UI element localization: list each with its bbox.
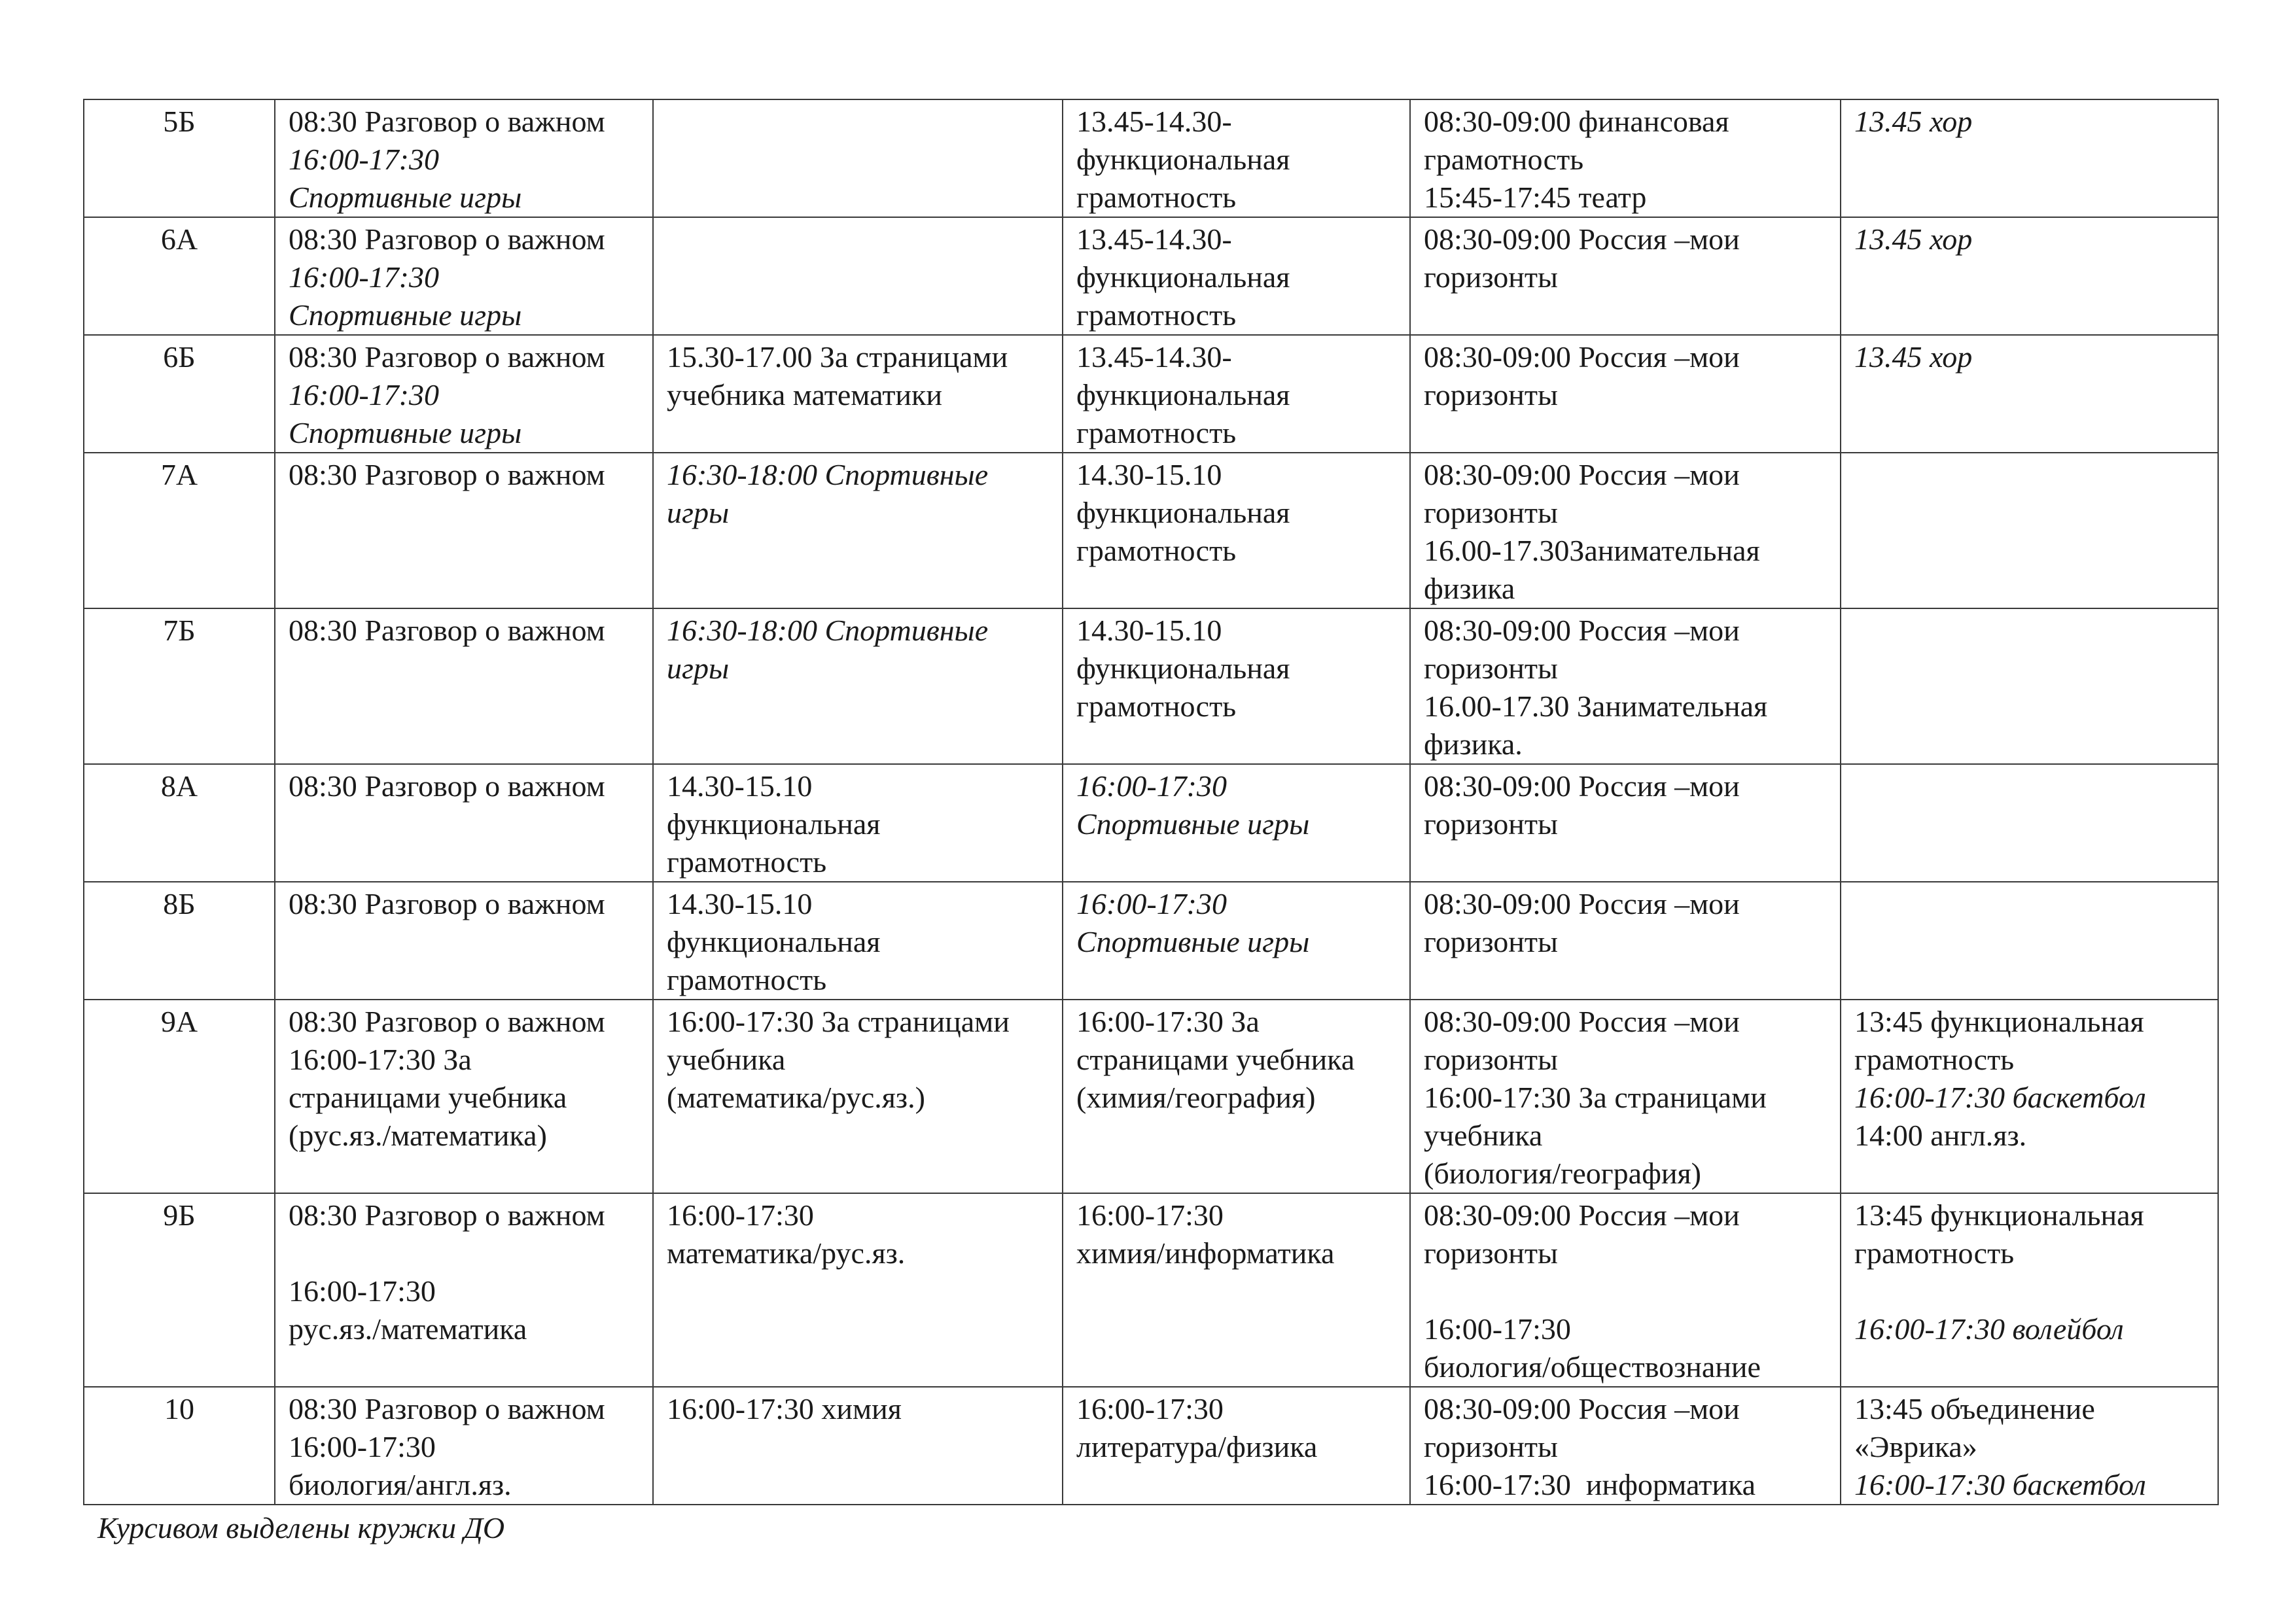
class-name-cell: 8А	[84, 764, 275, 882]
cell-line: горизонты	[1424, 260, 1558, 294]
cell-line: учебника	[667, 1043, 786, 1076]
table-row	[84, 217, 2218, 335]
cell-line: 08:30-09:00 Россия –мои	[1424, 1392, 1740, 1425]
cell-line: 16:00-17:30	[289, 143, 439, 176]
cell-line: грамотность	[1076, 181, 1237, 214]
class-name-cell: 6А	[84, 217, 275, 335]
cell-line: математика/рус.яз.	[667, 1236, 906, 1270]
cell-line: биология/англ.яз.	[289, 1468, 512, 1501]
class-name-cell: 7Б	[84, 608, 275, 764]
cell-line: функциональная	[1076, 260, 1290, 294]
schedule-cell	[1410, 1193, 1841, 1387]
cell-line: игры	[667, 652, 730, 685]
schedule-cell	[1410, 453, 1841, 608]
cell-line: горизонты	[1424, 1430, 1558, 1463]
cell-line: функциональная	[1076, 143, 1290, 176]
cell-line: 08:30-09:00 Россия –мои	[1424, 614, 1740, 647]
schedule-cell	[653, 99, 1063, 217]
schedule-cell	[1841, 217, 2218, 335]
schedule-cell	[275, 217, 653, 335]
schedule-cell	[653, 217, 1063, 335]
cell-line: 08:30-09:00 Россия –мои	[1424, 458, 1740, 491]
cell-line	[1854, 1272, 2204, 1310]
cell-line: 16:00-17:30	[1076, 1198, 1224, 1232]
cell-line: грамотность	[1076, 689, 1237, 723]
cell-line: 16:00-17:30	[1076, 1392, 1224, 1425]
cell-line: функциональная	[1076, 496, 1290, 529]
schedule-cell	[1063, 99, 1410, 217]
cell-line: страницами учебника	[289, 1081, 567, 1114]
cell-line: грамотность	[1076, 416, 1237, 449]
table-row	[84, 1193, 2218, 1387]
cell-line: химия/информатика	[1076, 1236, 1335, 1270]
cell-line: горизонты	[1424, 925, 1558, 958]
schedule-cell	[1841, 1387, 2218, 1505]
cell-line: 13.45 хор	[1854, 222, 1973, 256]
cell-line: функциональная	[1076, 378, 1290, 411]
cell-line: 15:45-17:45 театр	[1424, 181, 1647, 214]
class-name-cell: 5Б	[84, 99, 275, 217]
cell-line: горизонты	[1424, 807, 1558, 841]
cell-line: 13:45 функциональная	[1854, 1005, 2144, 1038]
cell-line: 08:30 Разговор о важном	[289, 1198, 605, 1232]
cell-line: учебника	[1424, 1119, 1543, 1152]
schedule-cell	[1410, 217, 1841, 335]
table-row	[84, 882, 2218, 1000]
cell-line: (химия/география)	[1076, 1081, 1316, 1114]
cell-line: 08:30-09:00 Россия –мои	[1424, 222, 1740, 256]
cell-line: 08:30-09:00 Россия –мои	[1424, 1198, 1740, 1232]
cell-line: Спортивные игры	[289, 181, 522, 214]
cell-line: 08:30 Разговор о важном	[289, 222, 605, 256]
cell-line: 13.45 хор	[1854, 340, 1973, 374]
schedule-cell	[1063, 764, 1410, 882]
class-name-cell: 9А	[84, 1000, 275, 1193]
cell-line: 16:00-17:30	[289, 378, 439, 411]
cell-line: грамотность	[667, 963, 827, 996]
cell-line: грамотность	[1076, 534, 1237, 567]
cell-line: литература/физика	[1076, 1430, 1318, 1463]
schedule-cell	[653, 882, 1063, 1000]
cell-line: 08:30 Разговор о важном	[289, 769, 605, 803]
cell-line: грамотность	[1424, 143, 1584, 176]
table-row	[84, 1387, 2218, 1505]
cell-line: 16:00-17:30 баскетбол	[1854, 1081, 2146, 1114]
cell-line: страницами учебника	[1076, 1043, 1355, 1076]
cell-line: 08:30-09:00 Россия –мои	[1424, 769, 1740, 803]
cell-line: функциональная	[667, 925, 881, 958]
cell-line: (математика/рус.яз.)	[667, 1081, 925, 1114]
schedule-cell	[1841, 608, 2218, 764]
cell-line	[1424, 1272, 1827, 1310]
cell-line: 14.30-15.10	[1076, 614, 1222, 647]
cell-line: 08:30-09:00 Россия –мои	[1424, 887, 1740, 920]
schedule-cell	[1063, 217, 1410, 335]
table-row	[84, 764, 2218, 882]
cell-line	[289, 1234, 639, 1272]
cell-line: 16:00-17:30	[1424, 1312, 1571, 1346]
schedule-cell	[653, 335, 1063, 453]
cell-line: 08:30 Разговор о важном	[289, 105, 605, 138]
schedule-cell	[1063, 882, 1410, 1000]
cell-line: горизонты	[1424, 378, 1558, 411]
cell-line: 16:00-17:30 За страницами	[667, 1005, 1010, 1038]
schedule-cell	[275, 764, 653, 882]
cell-line: 14.30-15.10	[667, 887, 813, 920]
schedule-cell	[275, 608, 653, 764]
cell-line: физика	[1424, 572, 1515, 605]
table-row	[84, 608, 2218, 764]
cell-line: 16:00-17:30	[667, 1198, 814, 1232]
cell-line: 16:00-17:30 За	[1076, 1005, 1260, 1038]
cell-line: (рус.яз./математика)	[289, 1119, 547, 1152]
cell-line: 16:00-17:30	[289, 260, 439, 294]
schedule-cell	[653, 1000, 1063, 1193]
cell-line: горизонты	[1424, 1043, 1558, 1076]
cell-line: 14:00 англ.яз.	[1854, 1119, 2027, 1152]
cell-line: 16:00-17:30	[1076, 887, 1227, 920]
schedule-cell	[275, 99, 653, 217]
cell-line: функциональная	[667, 807, 881, 841]
cell-line: 16:30-18:00 Спортивные	[667, 458, 989, 491]
cell-line: 16.00-17.30 Занимательная	[1424, 689, 1768, 723]
schedule-cell	[1063, 1387, 1410, 1505]
cell-line: рус.яз./математика	[289, 1312, 527, 1346]
cell-line: 08:30 Разговор о важном	[289, 1392, 605, 1425]
cell-line: горизонты	[1424, 1236, 1558, 1270]
cell-line: горизонты	[1424, 496, 1558, 529]
cell-line: 16:00-17:30	[289, 1274, 436, 1308]
cell-line: 08:30 Разговор о важном	[289, 1005, 605, 1038]
schedule-cell	[653, 764, 1063, 882]
cell-line: физика.	[1424, 727, 1523, 761]
schedule-cell	[1841, 335, 2218, 453]
cell-line: 08:30 Разговор о важном	[289, 887, 605, 920]
class-name-cell: 10	[84, 1387, 275, 1505]
cell-line: учебника математики	[667, 378, 943, 411]
cell-line: грамотность	[667, 845, 827, 879]
cell-line: 08:30 Разговор о важном	[289, 458, 605, 491]
cell-line: грамотность	[1076, 298, 1237, 332]
schedule-cell	[1063, 608, 1410, 764]
cell-line: 16:00-17:30	[1076, 769, 1227, 803]
schedule-cell	[1063, 335, 1410, 453]
cell-line: грамотность	[1854, 1043, 2015, 1076]
schedule-body	[84, 99, 2218, 1505]
cell-line: Спортивные игры	[1076, 807, 1310, 841]
cell-line: Спортивные игры	[1076, 925, 1310, 958]
cell-line: 16:00-17:30 волейбол	[1854, 1312, 2124, 1346]
class-name-cell: 8Б	[84, 882, 275, 1000]
schedule-cell	[1410, 1387, 1841, 1505]
table-row	[84, 335, 2218, 453]
class-name-cell: 9Б	[84, 1193, 275, 1387]
schedule-cell	[275, 882, 653, 1000]
schedule-cell	[1410, 1000, 1841, 1193]
document-page	[83, 99, 2217, 1547]
schedule-cell	[275, 1000, 653, 1193]
schedule-cell	[1063, 453, 1410, 608]
table-row	[84, 1000, 2218, 1193]
schedule-cell	[653, 1387, 1063, 1505]
footnote: Курсивом выделены кружки ДО	[97, 1511, 505, 1544]
cell-line: 08:30-09:00 Россия –мои	[1424, 1005, 1740, 1038]
cell-line: 16:00-17:30 химия	[667, 1392, 902, 1425]
cell-line: 16:00-17:30 За	[289, 1043, 472, 1076]
cell-line: 16:30-18:00 Спортивные	[667, 614, 989, 647]
schedule-cell	[1841, 1000, 2218, 1193]
cell-line: (биология/география)	[1424, 1157, 1701, 1190]
schedule-cell	[275, 1387, 653, 1505]
schedule-cell	[1410, 764, 1841, 882]
schedule-cell	[1841, 453, 2218, 608]
cell-line: Спортивные игры	[289, 416, 522, 449]
cell-line: функциональная	[1076, 652, 1290, 685]
cell-line: 16:00-17:30 баскетбол	[1854, 1468, 2146, 1501]
schedule-cell	[1841, 99, 2218, 217]
schedule-cell	[1410, 335, 1841, 453]
cell-line: 13.45 хор	[1854, 105, 1973, 138]
cell-line: биология/обществознание	[1424, 1350, 1761, 1384]
class-name-cell: 6Б	[84, 335, 275, 453]
schedule-cell	[1841, 1193, 2218, 1387]
cell-line: 13.45-14.30-	[1076, 340, 1232, 374]
schedule-cell	[1410, 882, 1841, 1000]
cell-line: 16:00-17:30	[289, 1430, 436, 1463]
cell-line: 08:30 Разговор о важном	[289, 614, 605, 647]
cell-line: «Эврика»	[1854, 1430, 1977, 1463]
table-row	[84, 453, 2218, 608]
cell-line: горизонты	[1424, 652, 1558, 685]
cell-line: Спортивные игры	[289, 298, 522, 332]
schedule-cell	[653, 608, 1063, 764]
cell-line: 14.30-15.10	[667, 769, 813, 803]
schedule-cell	[653, 1193, 1063, 1387]
schedule-table	[83, 99, 2219, 1505]
schedule-cell	[275, 1193, 653, 1387]
schedule-cell	[1841, 882, 2218, 1000]
schedule-cell	[275, 335, 653, 453]
cell-line: 16:00-17:30 информатика	[1424, 1468, 1756, 1501]
schedule-cell	[275, 453, 653, 608]
class-name-cell: 7А	[84, 453, 275, 608]
cell-line: 08:30 Разговор о важном	[289, 340, 605, 374]
cell-line: 08:30-09:00 финансовая	[1424, 105, 1729, 138]
schedule-cell	[1063, 1193, 1410, 1387]
schedule-cell	[1063, 1000, 1410, 1193]
cell-line: 15.30-17.00 За страницами	[667, 340, 1008, 374]
cell-line: 13.45-14.30-	[1076, 105, 1232, 138]
cell-line: 13:45 функциональная	[1854, 1198, 2144, 1232]
table-row	[84, 99, 2218, 217]
schedule-cell	[1841, 764, 2218, 882]
cell-line: 16.00-17.30Занимательная	[1424, 534, 1760, 567]
schedule-cell	[1410, 99, 1841, 217]
cell-line: 14.30-15.10	[1076, 458, 1222, 491]
cell-line: 13.45-14.30-	[1076, 222, 1232, 256]
cell-line: игры	[667, 496, 730, 529]
cell-line: 08:30-09:00 Россия –мои	[1424, 340, 1740, 374]
cell-line: 16:00-17:30 За страницами	[1424, 1081, 1767, 1114]
schedule-cell	[653, 453, 1063, 608]
schedule-cell	[1410, 608, 1841, 764]
cell-line: 13:45 объединение	[1854, 1392, 2095, 1425]
cell-line: грамотность	[1854, 1236, 2015, 1270]
